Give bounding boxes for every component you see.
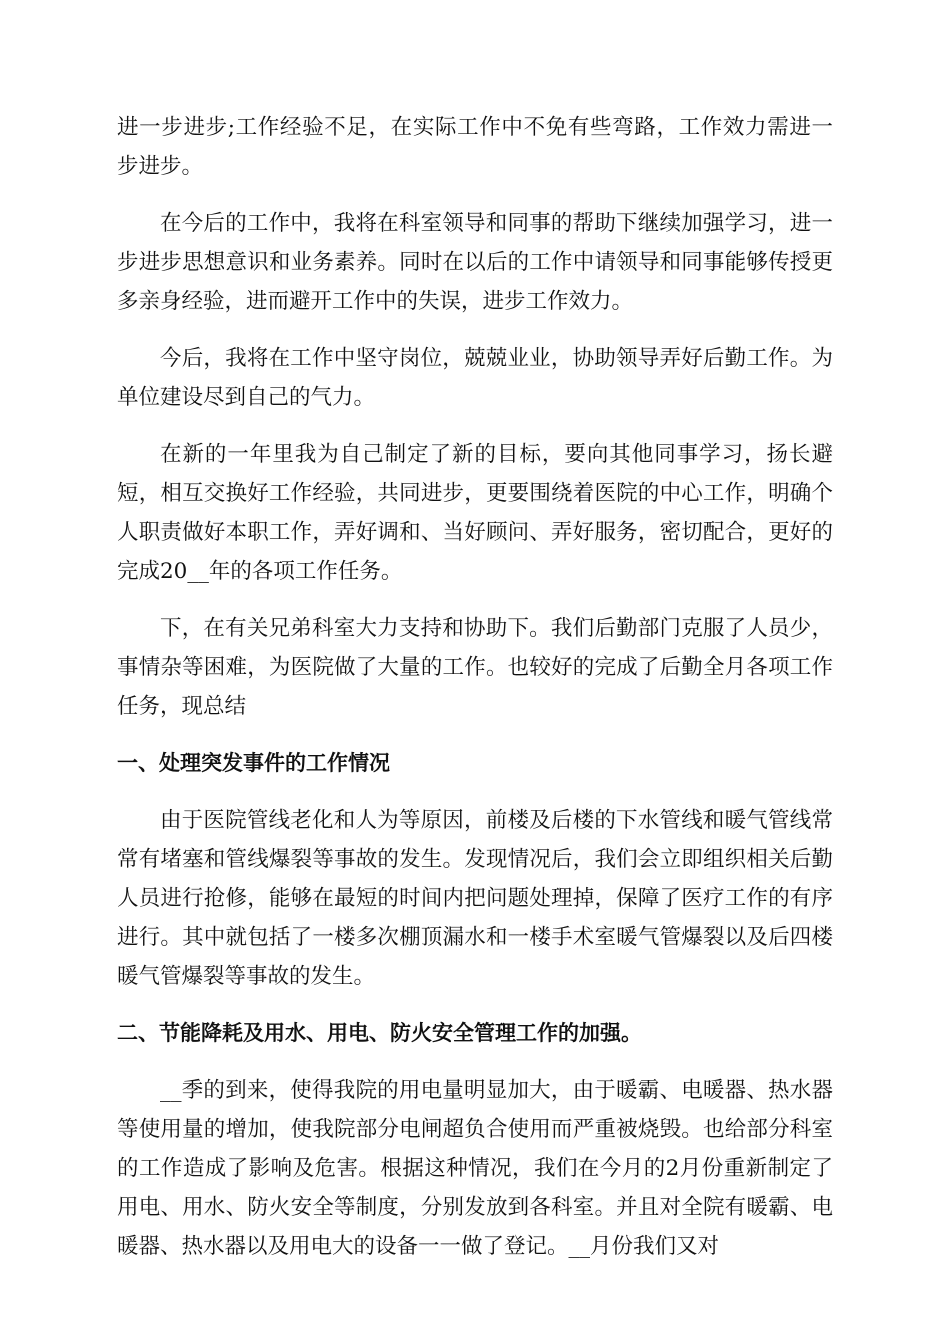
section-heading-2: 二、节能降耗及用水、用电、防火安全管理工作的加强。: [117, 1021, 642, 1045]
paragraph-7: __季的到来，使得我院的用电量明显加大，由于暖霸、电暖器、热水器等使用量的增加，使我院部分电闸超负合使用而严重被烧毁。也给部分科室的工作造成了影响及危害。根据这种情况，我们在今月的2月份重新制定了用电、用水、防火安全等制度，分别发放到各科室。并且对全院有暖霸、电暖器、热水器以及用电大的设备一一做了登记。__月份我们又对: [117, 1078, 833, 1259]
paragraph-3: 今后，我将在工作中坚守岗位，兢兢业业，协助领导弄好后勤工作。为单位建设尽到自己的气力。: [117, 346, 833, 410]
paragraph-4: 在新的一年里我为自己制定了新的目标，要向其他同事学习，扬长避短，相互交换好工作经验，共同进步，更要围绕着医院的中心工作，明确个人职责做好本职工作，弄好调和、当好顾问、弄好服务，密切配合，更好的完成20__年的各项工作任务。: [117, 442, 833, 584]
paragraph-5: 下，在有关兄弟科室大力支持和协助下。我们后勤部门克服了人员少，事情杂等困难，为医院做了大量的工作。也较好的完成了后勤全月各项工作任务，现总结: [117, 616, 833, 719]
paragraph-1: 进一步进步;工作经验不足，在实际工作中不免有些弯路，工作效力需进一步进步。: [117, 115, 833, 179]
paragraph-2: 在今后的工作中，我将在科室领导和同事的帮助下继续加强学习，进一步进步思想意识和业务素养。同时在以后的工作中请领导和同事能够传授更多亲身经验，进而避开工作中的失误，进步工作效力。: [117, 211, 833, 314]
document-body: [117, 108, 833, 1284]
section-heading-1: 一、处理突发事件的工作情况: [117, 751, 390, 775]
paragraph-6: 由于医院管线老化和人为等原因，前楼及后楼的下水管线和暖气管线常常有堵塞和管线爆裂等事故的发生。发现情况后，我们会立即组织相关后勤人员进行抢修，能够在最短的时间内把问题处理掉，保障了医疗工作的有序进行。其中就包括了一楼多次棚顶漏水和一楼手术室暖气管爆裂以及后四楼暖气管爆裂等事故的发生。: [117, 808, 833, 989]
